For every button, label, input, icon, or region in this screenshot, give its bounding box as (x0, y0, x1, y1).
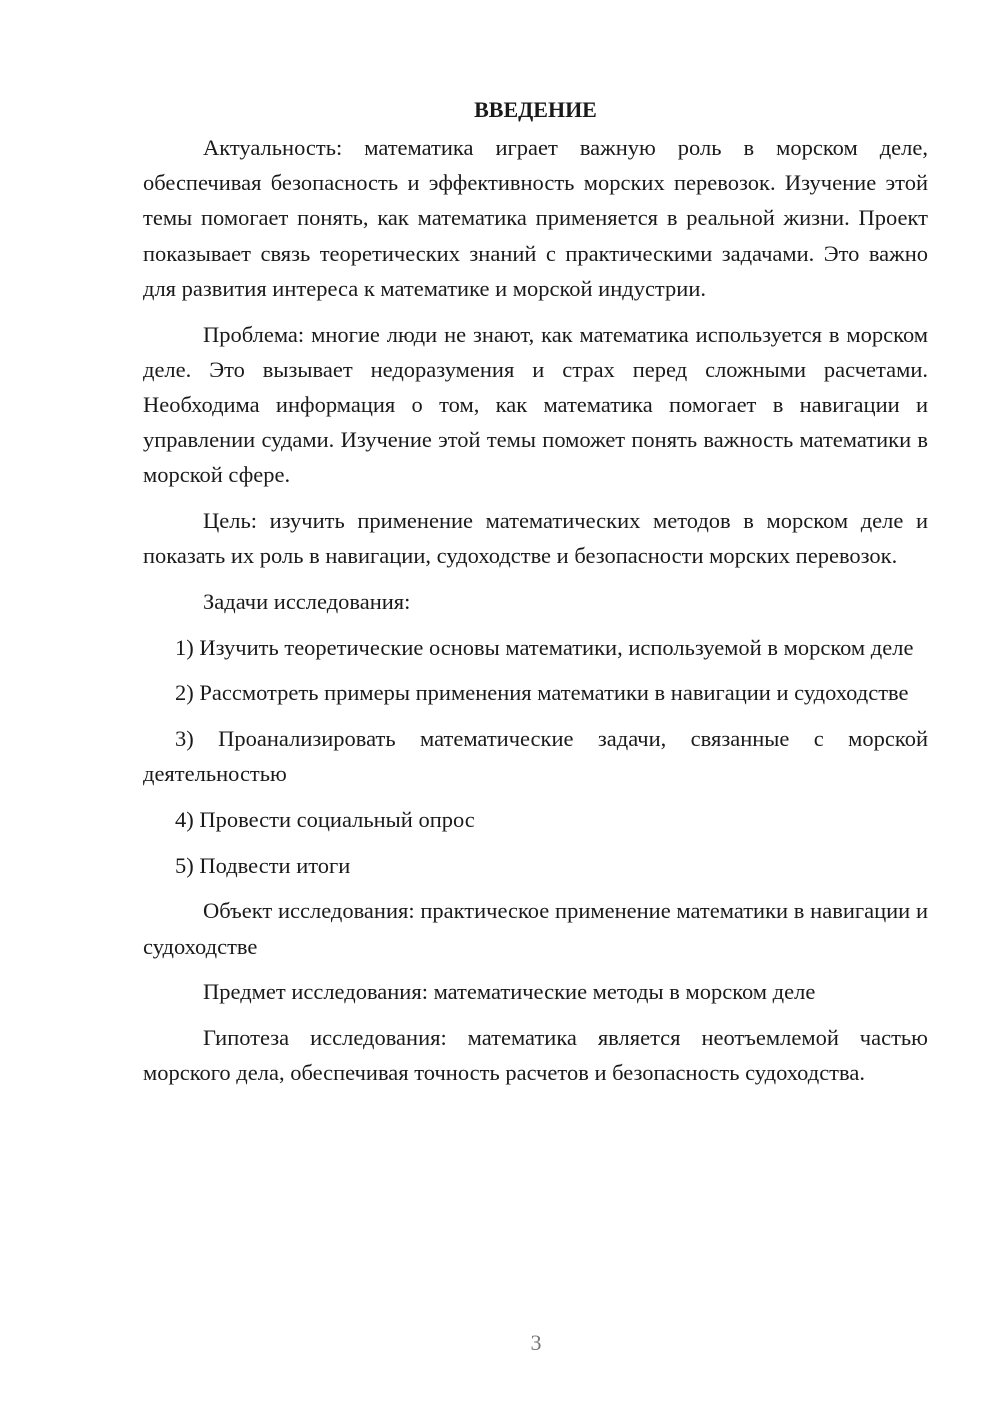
goal-paragraph: Цель: изучить применение математических методов в морском деле и показать их роль в навигации, судоходстве и безопасности морских перевозок. (143, 508, 928, 569)
list-item: 4) Провести социальный опрос (175, 806, 475, 832)
list-item: 2) Рассмотреть примеры применения математики в навигации и судоходстве (175, 680, 909, 706)
document-page (143, 92, 928, 1090)
list-item: 1) Изучить теоретические основы математики, используемой в морском деле (175, 634, 914, 660)
list-item: 3) Проанализировать математические задачи, связанные с морской деятельностью (143, 726, 928, 787)
subject-paragraph: Предмет исследования: математические методы в морском деле (203, 979, 816, 1005)
page-number: 3 (530, 1330, 542, 1355)
section-heading: ВВЕДЕНИЕ (474, 97, 597, 122)
problem-paragraph: Проблема: многие люди не знают, как математика используется в морском деле. Это вызывает недоразумения и страх перед сложными расчетами. Необходима информация о том, как математика помогает в навигации и управлении судами. Изучение этой темы поможет понять важность математики в морской сфере. (143, 321, 928, 488)
tasks-title: Задачи исследования: (203, 588, 411, 614)
list-item: 5) Подвести итоги (175, 852, 351, 878)
object-paragraph: Объект исследования: практическое применение математики в навигации и судоходстве (143, 898, 928, 959)
tasks-list (143, 630, 928, 883)
hypothesis-paragraph: Гипотеза исследования: математика является неотъемлемой частью морского дела, обеспечивая точность расчетов и безопасность судоходства. (143, 1024, 928, 1086)
relevance-paragraph: Актуальность: математика играет важную роль в морском деле, обеспечивая безопасность и эффективность морских перевозок. Изучение этой темы помогает понять, как математика применяется в реальной жизни. Проект показывает связь теоретических знаний с практическими задачами. Это важно для развития интереса к математике и морской индустрии. (143, 135, 928, 301)
